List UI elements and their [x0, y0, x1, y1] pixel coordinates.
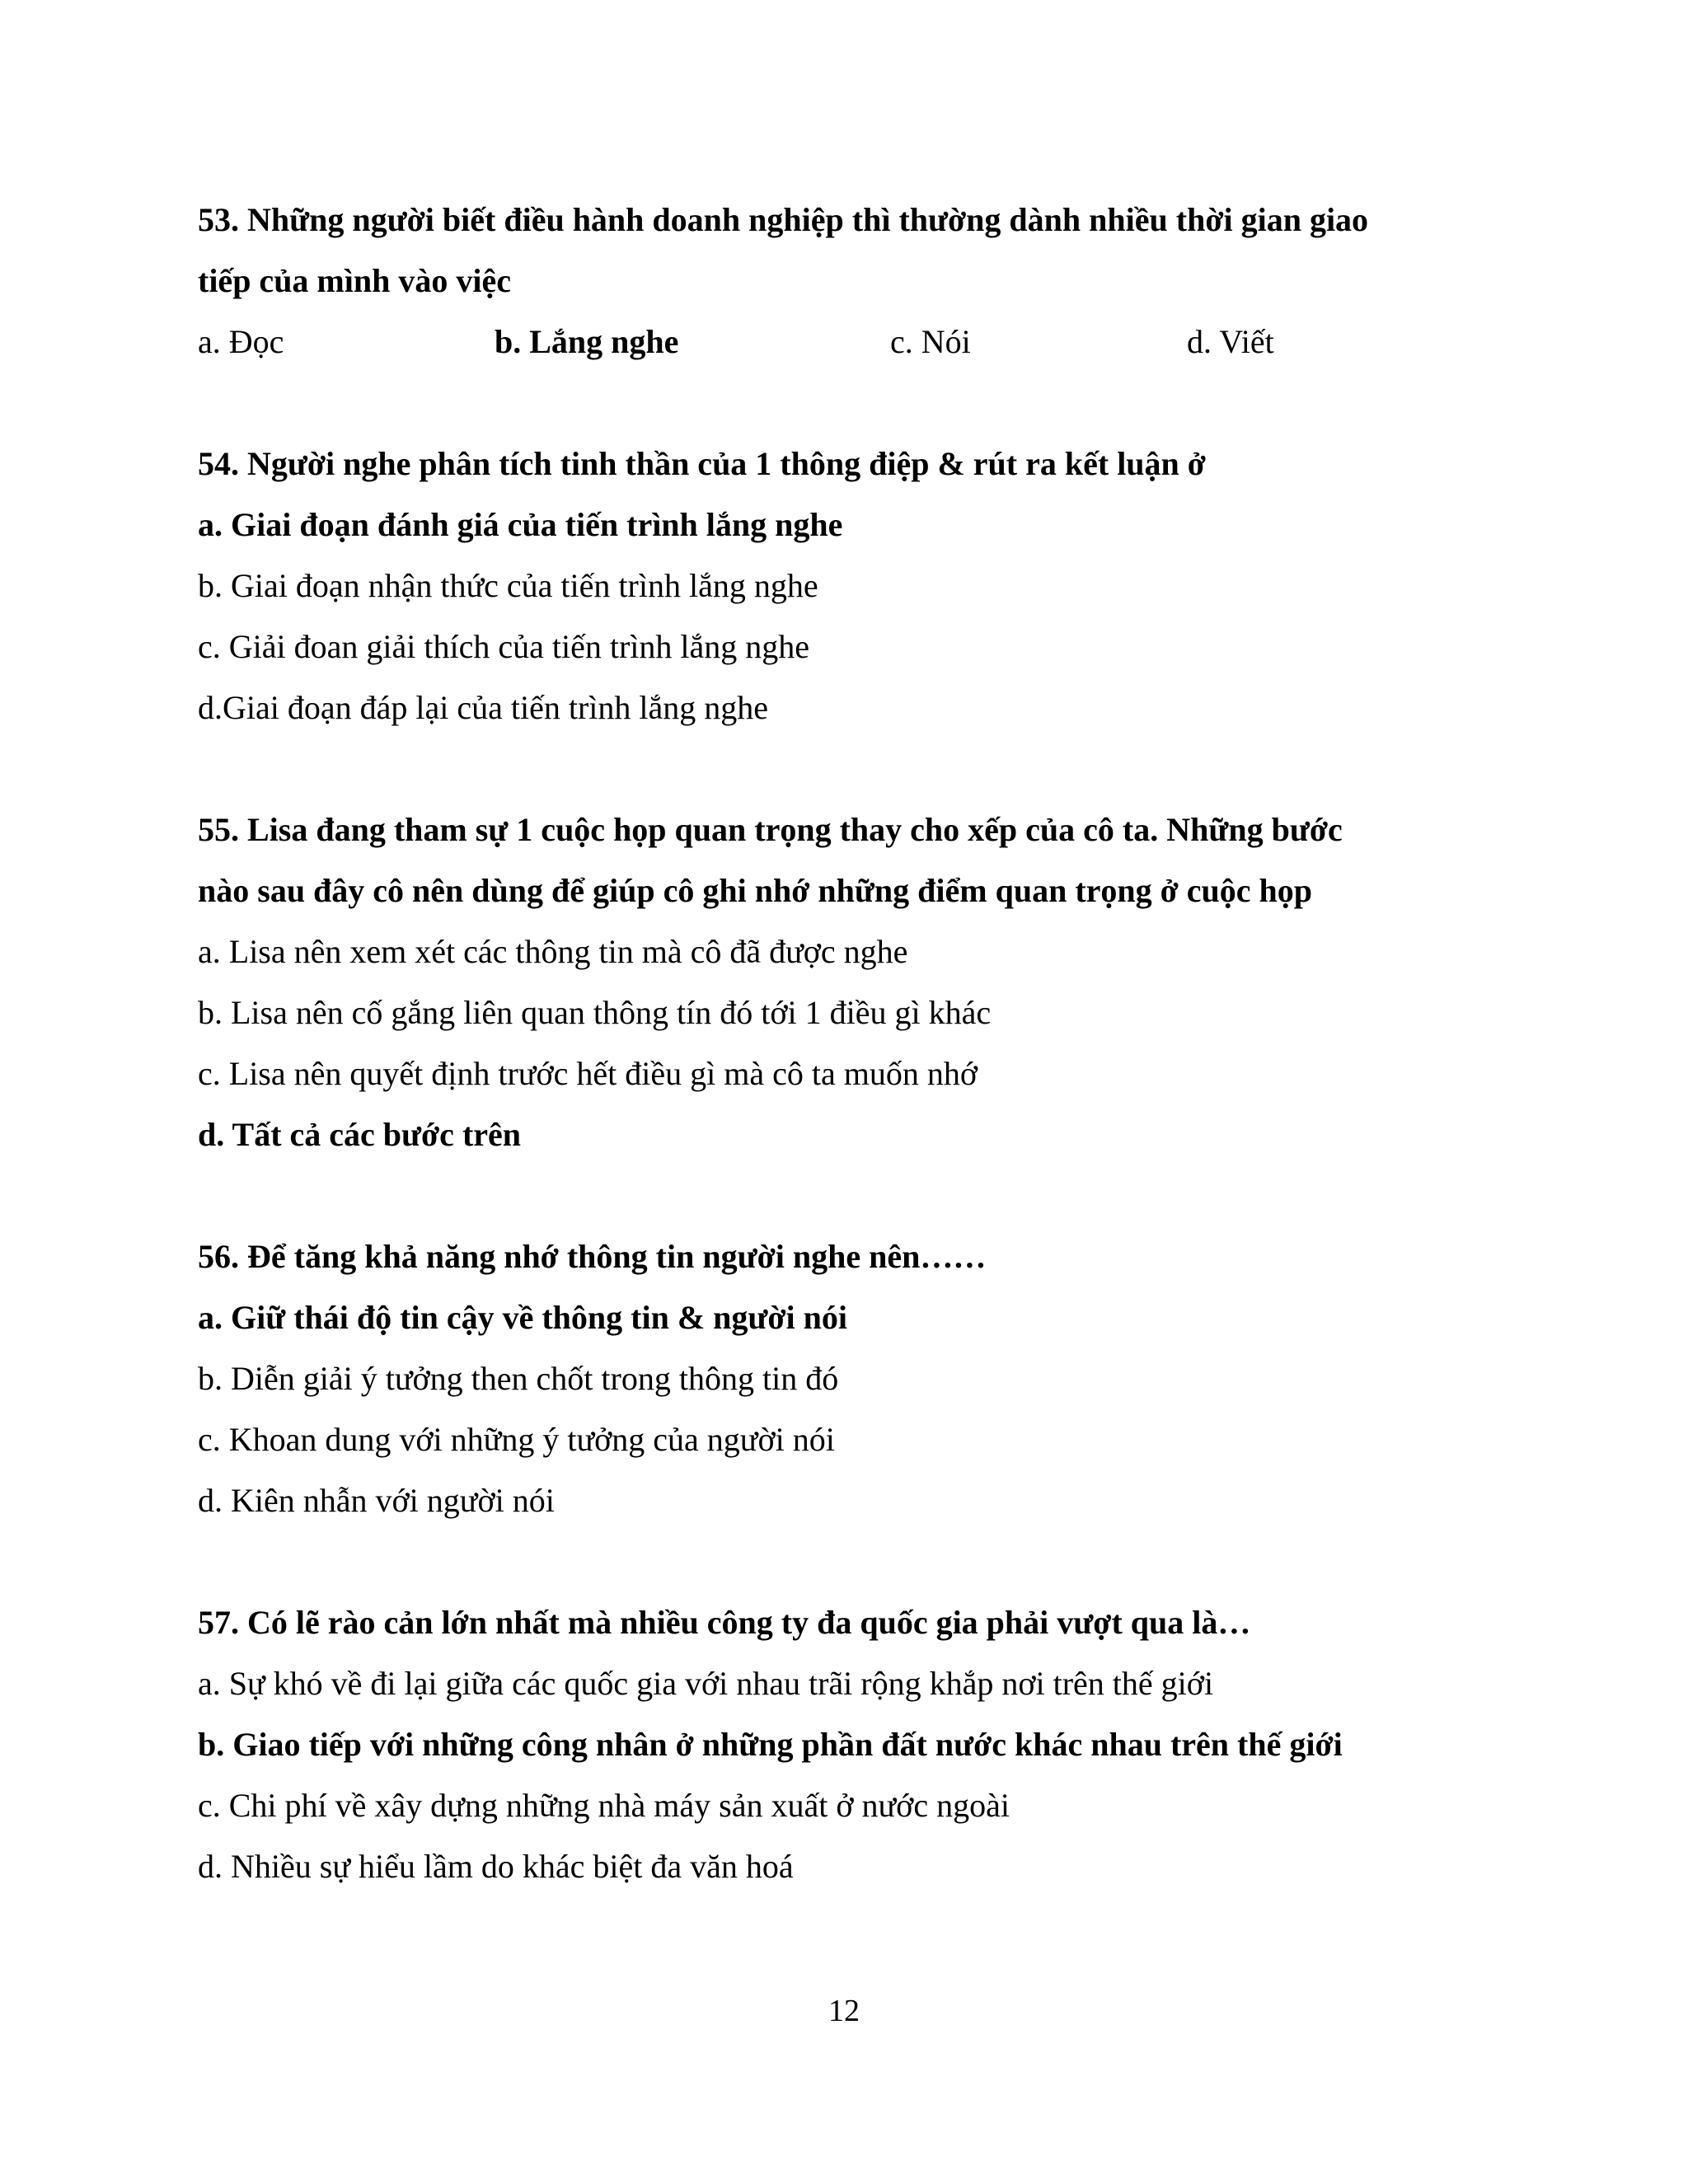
- answer-option-b-correct: b. Lắng nghe: [495, 323, 679, 360]
- question-53: [198, 190, 1533, 373]
- answer-option-c: c. Giải đoan giải thích của tiến trình lắng nghe: [198, 628, 809, 665]
- answer-option-a: a. Đọc: [198, 323, 284, 360]
- question-text: 55. Lisa đang tham sự 1 cuộc họp quan trọng thay cho xếp của cô ta. Những bước: [198, 811, 1343, 848]
- answer-option-d-correct: d. Tất cả các bước trên: [198, 1116, 522, 1153]
- answer-option-d: d. Viết: [1187, 323, 1274, 360]
- spacer: [198, 373, 1533, 434]
- answer-option-d: d. Kiên nhẫn với người nói: [198, 1482, 555, 1519]
- answer-options-row: [198, 312, 1533, 373]
- answer-option-b-correct: b. Giao tiếp với những công nhân ở những phần đất nước khác nhau trên thế giới: [198, 1726, 1343, 1763]
- answer-option-c: c. Khoan dung với những ý tưởng của người nói: [198, 1421, 835, 1458]
- question-56: [198, 1226, 1533, 1531]
- answer-option-b: b. Diễn giải ý tưởng then chốt trong thông tin đó: [198, 1360, 839, 1397]
- question-text: 53. Những người biết điều hành doanh nghiệp thì thường dành nhiều thời gian giao: [198, 201, 1369, 238]
- answer-option-b: b. Lisa nên cố gắng liên quan thông tín đó tới 1 điều gì khác: [198, 994, 992, 1031]
- page-number: 12: [828, 1994, 860, 2028]
- question-55: [198, 799, 1533, 1165]
- answer-option-a-correct: a. Giữ thái độ tin cậy về thông tin & người nói: [198, 1299, 848, 1336]
- question-text: tiếp của mình vào việc: [198, 262, 511, 299]
- answer-option-d: d. Nhiều sự hiểu lầm do khác biệt đa văn hoá: [198, 1848, 794, 1885]
- spacer: [198, 738, 1533, 799]
- question-54: [198, 434, 1533, 738]
- answer-option-c: c. Chi phí về xây dựng những nhà máy sản xuất ở nước ngoài: [198, 1787, 1010, 1824]
- answer-option-a-correct: a. Giai đoạn đánh giá của tiến trình lắng nghe: [198, 506, 843, 543]
- spacer: [198, 1165, 1533, 1226]
- answer-option-b: b. Giai đoạn nhận thức của tiến trình lắng nghe: [198, 567, 818, 604]
- spacer: [198, 1531, 1533, 1592]
- question-text: nào sau đây cô nên dùng để giúp cô ghi nhớ những điểm quan trọng ở cuộc họp: [198, 872, 1313, 909]
- answer-option-c: c. Nói: [890, 323, 971, 360]
- question-57: [198, 1592, 1533, 1897]
- question-text: 54. Người nghe phân tích tinh thần của 1 thông điệp & rút ra kết luận ở: [198, 445, 1206, 482]
- answer-option-d: d.Giai đoạn đáp lại của tiến trình lắng nghe: [198, 689, 769, 726]
- answer-option-c: c. Lisa nên quyết định trước hết điều gì mà cô ta muốn nhớ: [198, 1055, 978, 1092]
- question-text: 56. Để tăng khả năng nhớ thông tin người nghe nên……: [198, 1238, 987, 1275]
- answer-option-a: a. Sự khó về đi lại giữa các quốc gia với nhau trãi rộng khắp nơi trên thế giới: [198, 1665, 1214, 1702]
- question-list: [198, 190, 1533, 1897]
- question-text: 57. Có lẽ rào cản lớn nhất mà nhiều công ty đa quốc gia phải vượt qua là…: [198, 1604, 1251, 1641]
- answer-option-a: a. Lisa nên xem xét các thông tin mà cô đã được nghe: [198, 933, 908, 970]
